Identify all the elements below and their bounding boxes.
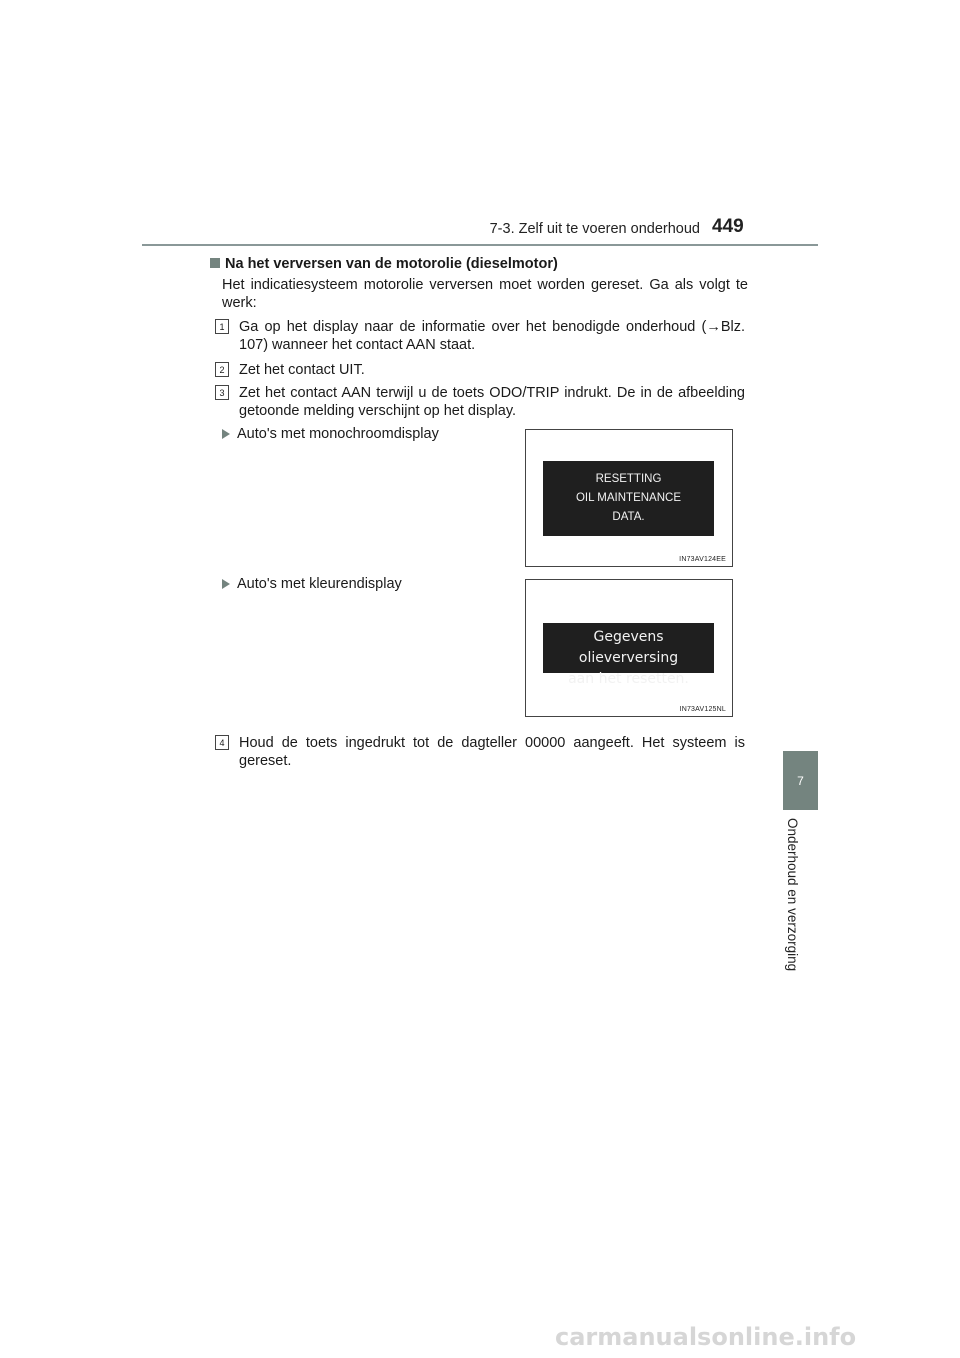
display-screen [543, 461, 714, 536]
step-text-4: Houd de toets ingedrukt tot de dagteller 00000 aangeeft. Het systeem is gereset. [239, 735, 745, 769]
header-divider [142, 244, 818, 246]
figure-monochrome-display [525, 429, 733, 567]
page-number: 449 [712, 216, 744, 237]
step-number-4: 4 [215, 735, 229, 750]
section-title: 7-3. Zelf uit te voeren onderhoud [489, 221, 700, 237]
screen-line: Gegevens olieverversing [578, 629, 679, 666]
variant-label-monochrome [222, 426, 439, 442]
screen-line: OIL MAINTENANCE [575, 492, 681, 504]
triangle-bullet-icon [222, 429, 230, 439]
figure-colour-display [525, 579, 733, 717]
triangle-bullet-icon [222, 579, 230, 589]
chapter-title: Onderhoud en verzorging [785, 818, 800, 972]
section-heading-text: Na het verversen van de motorolie (dieselmotor) [225, 256, 558, 272]
screen-line: DATA. [612, 511, 645, 523]
screen-line: RESETTING [595, 473, 662, 485]
section-heading [210, 256, 558, 272]
display-screen [543, 623, 714, 687]
screen-line: aan het resetten. [568, 671, 689, 687]
square-bullet-icon [210, 258, 220, 268]
step-number-3: 3 [215, 385, 229, 400]
step-text-1: Ga op het display naar de informatie over het benodigde onderhoud (→Blz. 107) wanneer het contact AAN staat. [239, 319, 745, 353]
step-text-3: Zet het contact AAN terwijl u de toets ODO/TRIP indrukt. De in de afbeelding getoonde melding verschijnt op het display. [239, 385, 745, 419]
variant-label-text: Auto's met kleurendisplay [237, 576, 402, 592]
variant-label-text: Auto's met monochroomdisplay [237, 426, 439, 442]
chapter-title-vertical [785, 818, 800, 971]
watermark: carmanualsonline.info [555, 1323, 857, 1351]
variant-label-colour [222, 576, 402, 592]
step-number-2: 2 [215, 362, 229, 377]
chapter-number: 7 [797, 773, 804, 788]
chapter-tab [783, 751, 818, 810]
step-number-1: 1 [215, 319, 229, 334]
step-text-2: Zet het contact UIT. [239, 362, 365, 378]
intro-paragraph: Het indicatiesysteem motorolie verversen moet worden gereset. Ga als volgt te werk: [222, 277, 748, 311]
figure-code: IN73AV124EE [679, 556, 726, 563]
figure-code: IN73AV125NL [679, 706, 726, 713]
